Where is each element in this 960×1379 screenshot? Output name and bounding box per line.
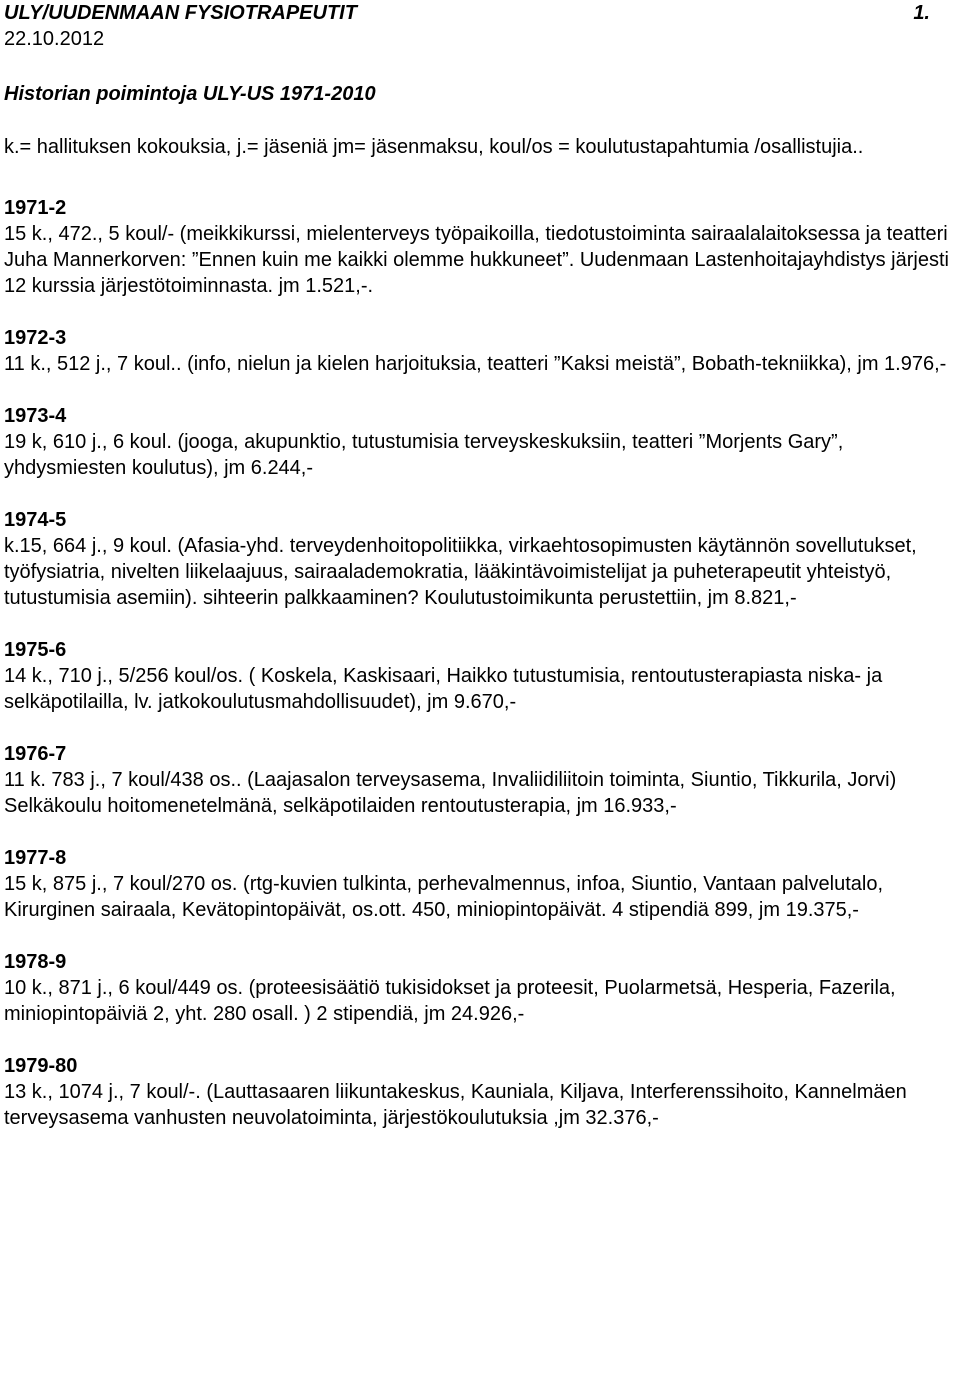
entry-year: 1976-7 <box>4 743 67 765</box>
document-title: ULY/UUDENMAAN FYSIOTRAPEUTIT <box>4 2 357 24</box>
entry-text: 13 k., 1074 j., 7 koul/-. (Lauttasaaren liikuntakeskus, Kauniala, Kiljava, Interferenssihoito, Kannelmäen terveysasema vanhusten neuvolatoiminta, järjestökoulutuksia ,jm 32.376,- <box>4 1081 907 1129</box>
entry-year: 1972-3 <box>4 327 67 349</box>
entry-text: 11 k., 512 j., 7 koul.. (info, nielun ja kielen harjoituksia, teatteri ”Kaksi meistä”, Bobath-tekniikka), jm 1.976,- <box>4 353 947 375</box>
history-entry <box>4 1053 960 1131</box>
abbreviation-legend: k.= hallituksen kokouksia, j.= jäseniä jm= jäsenmaksu, koul/os = koulutustapahtumia /osallistujia.. <box>4 136 864 158</box>
entry-year: 1977-8 <box>4 847 67 869</box>
history-entry <box>4 949 960 1027</box>
entry-text: 10 k., 871 j., 6 koul/449 os. (proteesisäätiö tukisidokset ja proteesit, Puolarmetsä, Hesperia, Fazerila, miniopintopäiviä 2, yht. 280 osall. ) 2 stipendiä, jm 24.926,- <box>4 977 896 1025</box>
document-header <box>4 0 960 26</box>
entry-text: 15 k, 875 j., 7 koul/270 os. (rtg-kuvien tulkinta, perhevalmennus, infoa, Siuntio, Vantaan palvelutalo, Kirurginen sairaala, Kevätopintopäivät, os.ott. 450, miniopintopäivät. 4 stipendiä 899, jm 19.375,- <box>4 873 884 921</box>
page-number: 1. <box>913 2 930 24</box>
history-entry <box>4 403 960 481</box>
entry-year: 1979-80 <box>4 1055 78 1077</box>
entry-text: 19 k, 610 j., 6 koul. (jooga, akupunktio, tutustumisia terveyskeskuksiin, teatteri ”Morjents Gary”, yhdysmiesten koulutus), jm 6.244,- <box>4 431 844 479</box>
entry-text: 11 k. 783 j., 7 koul/438 os.. (Laajasalon terveysasema, Invaliidiliitoin toiminta, Siuntio, Tikkurila, Jorvi) Selkäkoulu hoitomenetelmänä, selkäpotilaiden rentoutusterapia, jm 16.933,- <box>4 769 897 817</box>
entry-text: 14 k., 710 j., 5/256 koul/os. ( Koskela, Kaskisaari, Haikko tutustumisia, rentoutusterapiasta niska- ja selkäpotilailla, lv. jatkokoulutusmahdollisuudet), jm 9.670,- <box>4 665 883 713</box>
history-entry <box>4 507 960 611</box>
entry-text: 15 k., 472., 5 koul/- (meikkikurssi, mielenterveys työpaikoilla, tiedotustoiminta sairaalalaitoksessa ja teatteri Juha Mannerkorven: ”Ennen kuin me kaikki olemme hukkuneet”. Uudenmaan Lastenhoitajayhdistys järjesti 12 kurssia järjestötoiminnasta. jm 1.521,-. <box>4 223 949 297</box>
history-entry <box>4 637 960 715</box>
history-entries <box>4 195 960 1131</box>
entry-year: 1971-2 <box>4 197 67 219</box>
document-subtitle: Historian poimintoja ULY-US 1971-2010 <box>4 83 376 105</box>
entry-year: 1978-9 <box>4 951 67 973</box>
history-entry <box>4 195 960 299</box>
entry-year: 1975-6 <box>4 639 67 661</box>
entry-text: k.15, 664 j., 9 koul. (Afasia-yhd. terveydenhoitopolitiikka, virkaehtosopimusten käytännön sovellutukset, työfysiatria, nivelten liikelaajuus, sairaalademokratia, lääkintävoimistelijat ja puheterapeutit yhteistyö, tutustumisia asemiin). sihteerin palkkaaminen? Koulutustoimikunta perustettiin, jm 8.821,- <box>4 535 917 609</box>
entry-year: 1973-4 <box>4 405 67 427</box>
history-entry <box>4 741 960 819</box>
history-entry <box>4 325 960 377</box>
entry-year: 1974-5 <box>4 509 67 531</box>
document-date: 22.10.2012 <box>4 28 105 50</box>
history-entry <box>4 845 960 923</box>
